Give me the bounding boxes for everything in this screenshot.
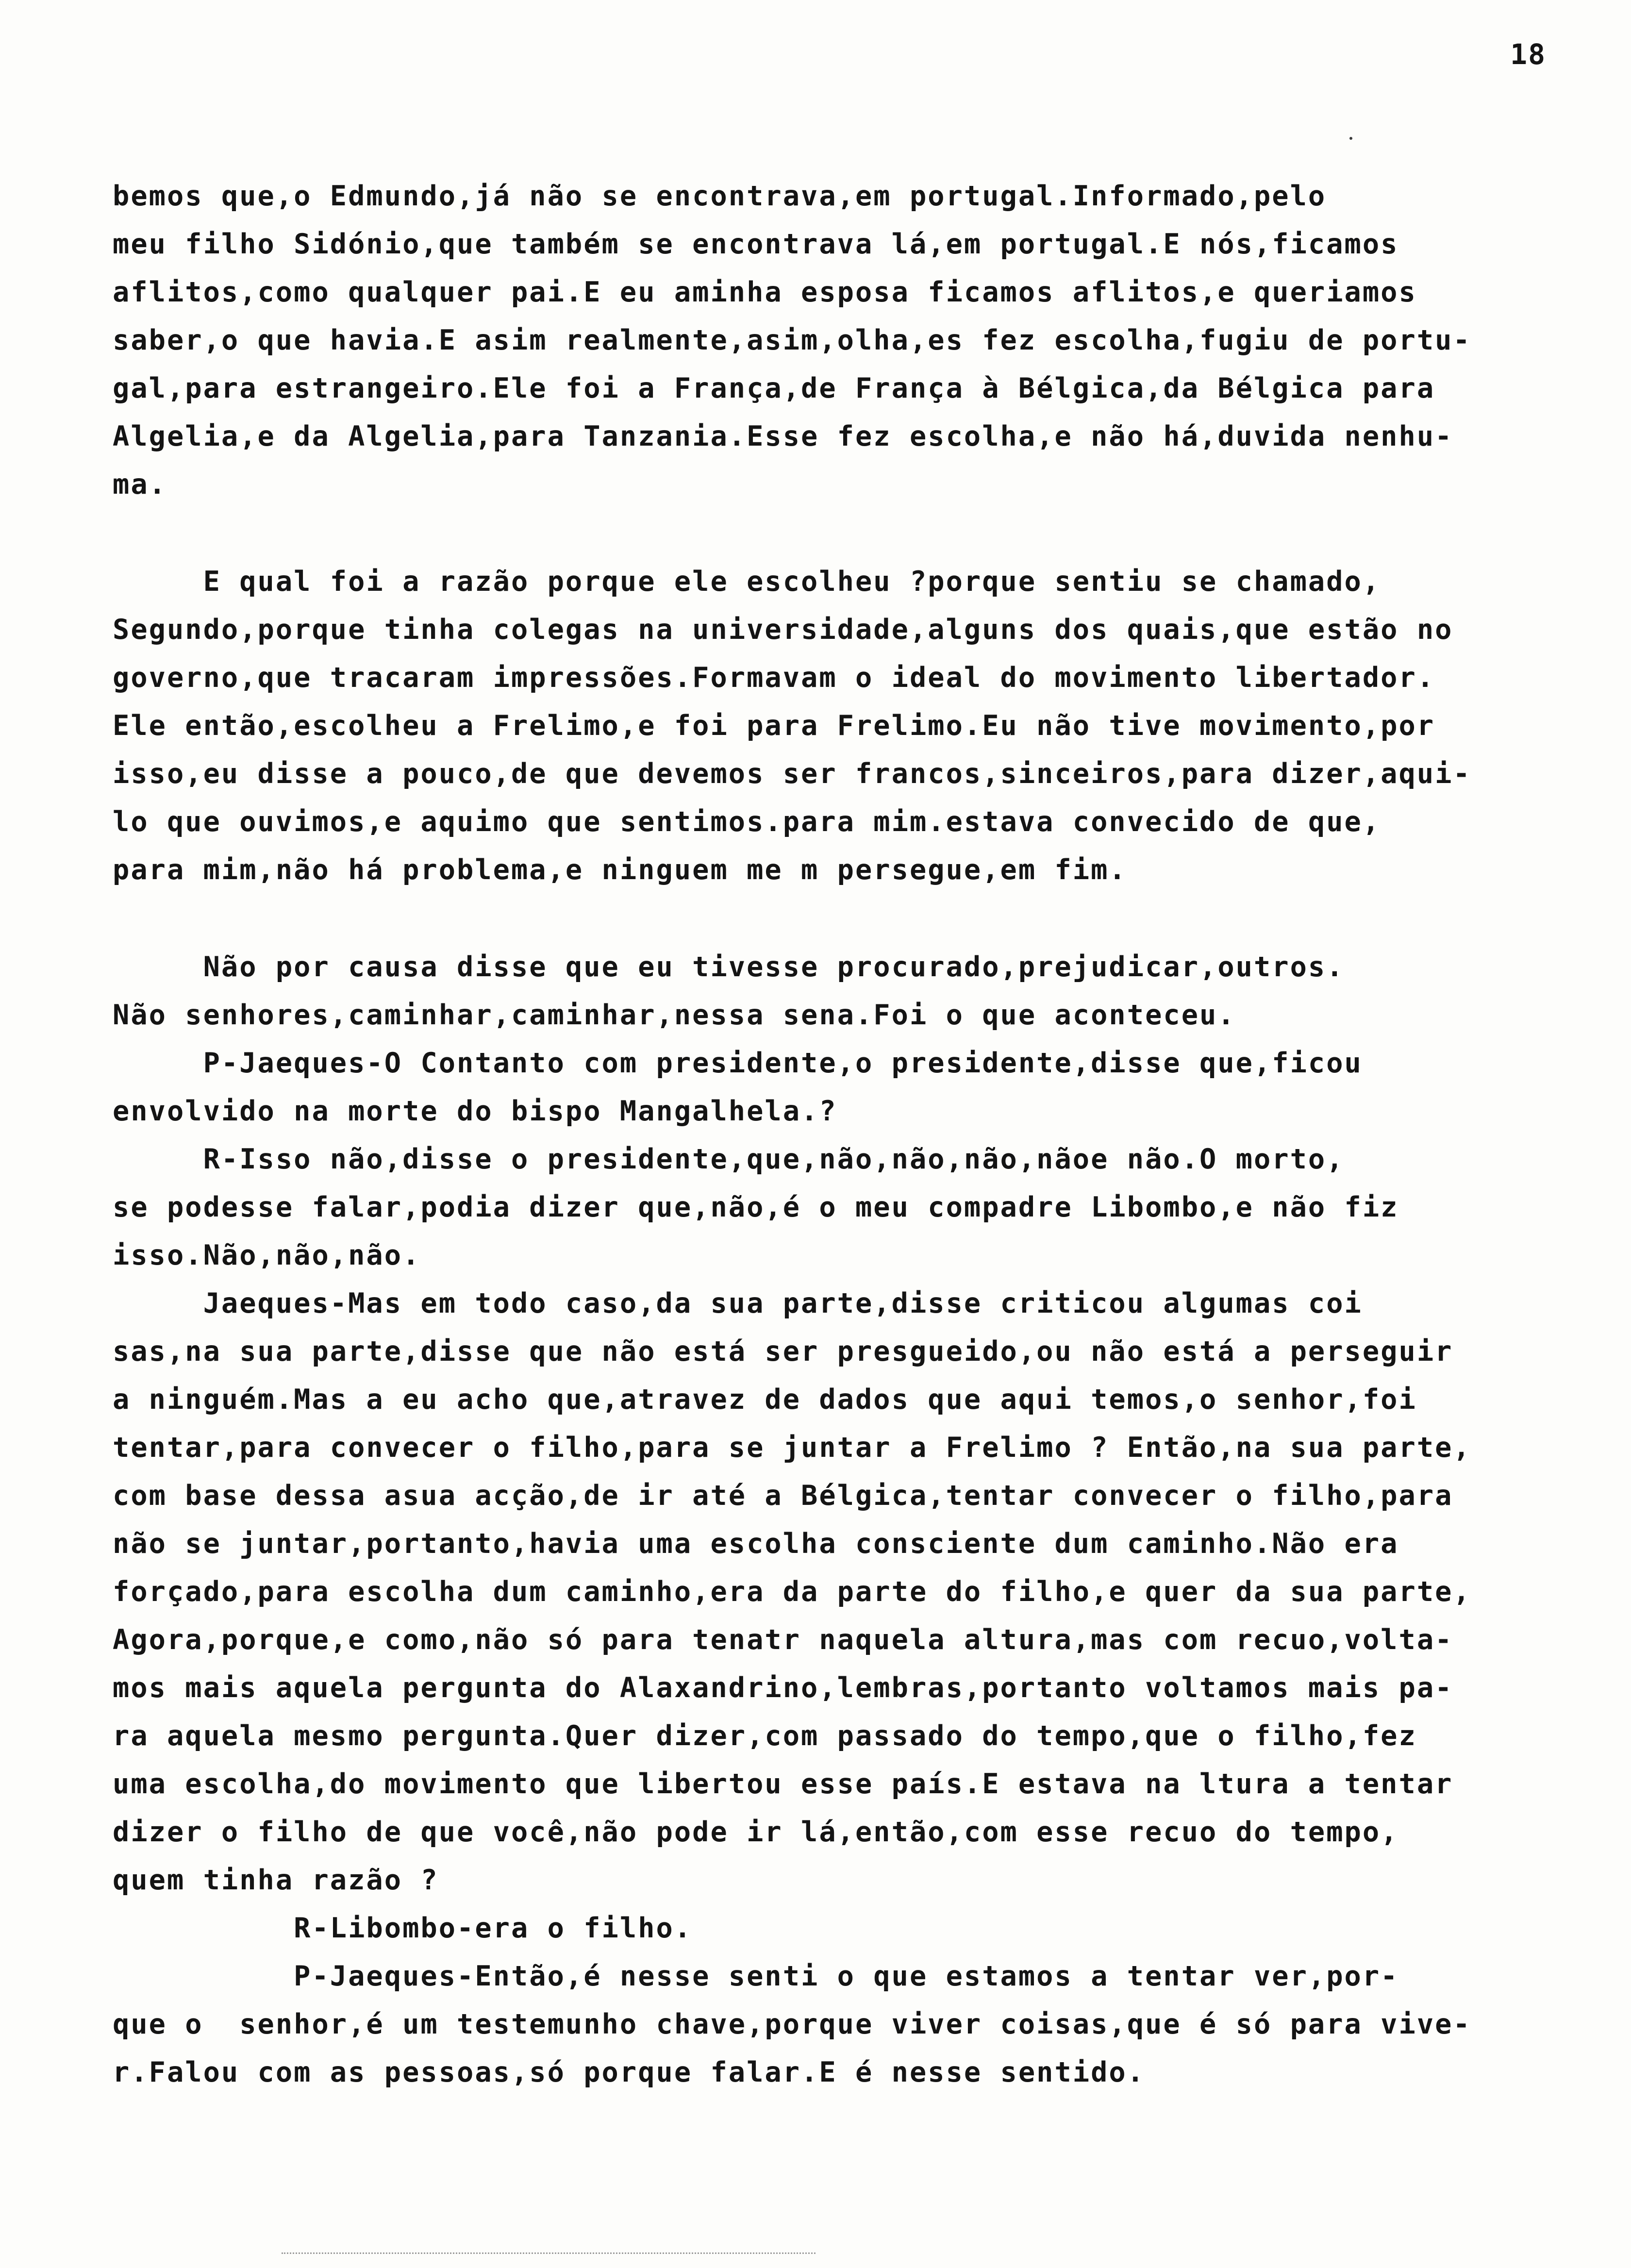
text-line: ma. <box>113 468 167 500</box>
text-line: forçado,para escolha dum caminho,era da parte do filho,e quer da sua parte, <box>113 1576 1471 1608</box>
text-line: Agora,porque,e como,não só para tenatr naquela altura,mas com recuo,voltа- <box>113 1624 1453 1656</box>
page-number: 18 <box>1510 38 1546 71</box>
text-line: isso,eu disse a pouco,de que devemos ser francos,sinceiros,para dizer,aqui- <box>113 758 1471 790</box>
text-line: Algelia,e da Algelia,para Tanzania.Esse fez escolha,e não há,duvida nenhu- <box>113 420 1453 452</box>
text-line: ra aquela mesmo pergunta.Quer dizer,com passado do tempo,que o filho,fez <box>113 1720 1417 1752</box>
text-line: R-Libombo-era o filho. <box>113 1912 693 1944</box>
text-line: Não senhores,caminhar,caminhar,nessa sena.Foi o que aconteceu. <box>113 999 1236 1031</box>
text-line: governo,que tracaram impressões.Formavam o ideal do movimento libertador. <box>113 662 1435 694</box>
text-line: Não por causa disse que eu tivesse procurado,prejudicar,outros. <box>113 951 1345 983</box>
text-line: Segundo,porque tinha colegas na universidade,alguns dos quais,que estão no <box>113 614 1453 646</box>
text-line: E qual foi a razão porque ele escolheu ?porque sentiu se chamado, <box>113 566 1381 598</box>
text-line: uma escolha,do movimento que libertou esse país.E estava na ltura a tentar <box>113 1768 1453 1800</box>
text-line: Ele então,escolheu a Frelimo,e foi para Frelimo.Eu não tive movimento,por <box>113 710 1435 742</box>
text-line: Jaeques-Mas em todo caso,da sua parte,disse criticou algumas coi <box>113 1287 1363 1319</box>
text-line: P-Jaeques-Então,é nesse senti o que estamos a tentar ver,por- <box>113 1960 1399 1992</box>
text-line: se podesse falar,podia dizer que,não,é o meu compadre Libombo,e não fiz <box>113 1191 1399 1223</box>
text-line: P-Jaeques-O Contanto com presidente,o presidente,disse que,ficou <box>113 1047 1363 1079</box>
text-line: lo que ouvimos,e aquimo que sentimos.para mim.estava convecido de que, <box>113 806 1381 838</box>
text-line: com base dessa asua acção,de ir até a Bélgica,tentar convecer o filho,para <box>113 1480 1453 1512</box>
text-line: não se juntar,portanto,havia uma escolha consciente dum caminho.Não era <box>113 1528 1399 1560</box>
text-line: bemos que,o Edmundo,já não se encontrava,em portugal.Informado,pelo <box>113 180 1327 212</box>
text-line: aflitos,como qualquer pai.E eu aminha esposa ficamos aflitos,e queriamos <box>113 276 1417 308</box>
text-line: r.Falou com as pessoas,só porque falar.E é nesse sentido. <box>113 2056 1146 2088</box>
text-line: quem tinha razão ? <box>113 1864 439 1896</box>
text-line: R-Isso não,disse o presidente,que,não,não,não,nãoe não.O morto, <box>113 1143 1345 1175</box>
scan-artifact-rule <box>282 2252 816 2255</box>
text-line: a ninguém.Mas a eu acho que,atravez de dados que aqui temos,o senhor,foi <box>113 1384 1417 1416</box>
text-line: envolvido na morte do bispo Mangalhela.? <box>113 1095 837 1127</box>
transcript-body <box>113 172 1559 2097</box>
text-line: meu filho Sidónio,que também se encontrava lá,em portugal.E nós,ficamos <box>113 228 1399 260</box>
text-line: sas,na sua parte,disse que não está ser presgueido,ou não está a perseguir <box>113 1335 1453 1367</box>
text-line: para mim,não há problema,e ninguem me m persegue,em fim. <box>113 854 1127 886</box>
text-line: tentar,para convecer o filho,para se juntar a Frelimo ? Então,na sua parte, <box>113 1432 1471 1464</box>
text-line: gal,para estrangeiro.Ele foi a França,de França à Bélgica,da Bélgica para <box>113 372 1435 404</box>
text-line: isso.Não,não,não. <box>113 1239 421 1271</box>
text-line: que o senhor,é um testemunho chave,porque viver coisas,que é só para vive- <box>113 2008 1471 2040</box>
text-line: dizer o filho de que você,não pode ir lá,então,com esse recuo do tempo, <box>113 1816 1399 1848</box>
ink-speck <box>1349 137 1352 140</box>
text-line: mos mais aquela pergunta do Alaxandrino,lembras,portanto voltamos mais pa- <box>113 1672 1453 1704</box>
text-line: saber,o que havia.E asim realmente,asim,olha,es fez escolha,fugiu de portu- <box>113 324 1471 356</box>
